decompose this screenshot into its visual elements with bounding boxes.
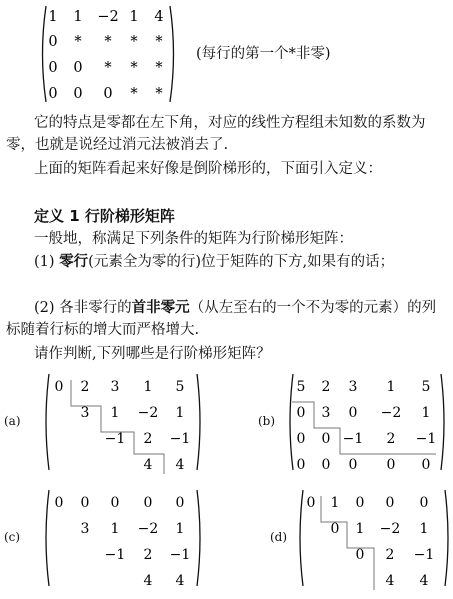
matrix-cell: 0 (54, 379, 64, 395)
condition-2-term: 首非零元 (131, 300, 190, 316)
matrix-cell: 3 (110, 379, 120, 395)
matrix-cell: 1 (143, 379, 153, 395)
matrix-cell: 4 (143, 457, 153, 473)
staircase-line (292, 402, 436, 454)
matrix-cell: * (155, 34, 163, 50)
matrix-cell: * (130, 86, 138, 102)
intro-note: (每行的第一个*非零) (196, 46, 331, 62)
matrix-cell: 1 (419, 521, 429, 537)
matrix-cell: 1 (110, 521, 120, 537)
right-paren (441, 374, 444, 470)
matrix-c-label: (c) (4, 530, 21, 544)
matrix-cell: 2 (143, 547, 153, 563)
matrix-cell: −1 (413, 547, 435, 563)
matrix-cell: 0 (321, 431, 331, 447)
left-paren (46, 490, 49, 586)
matrix-cell: 0 (348, 457, 358, 473)
matrix-d (296, 486, 452, 590)
matrix-cell: 2 (143, 431, 153, 447)
matrix-cell: 2 (386, 431, 396, 447)
matrix-c (42, 486, 204, 590)
matrix-cell: 3 (80, 521, 90, 537)
matrix-cell: 0 (110, 495, 120, 511)
condition-2-text: （从左至右的一个不为零的元素）的列标随着行标的增大而严格增大. (6, 300, 437, 338)
matrix-cell: 1 (386, 379, 396, 395)
matrix-cell: * (104, 60, 112, 76)
left-paren (290, 374, 293, 470)
matrix-cell: 4 (143, 573, 153, 589)
matrix-cell: 0 (421, 457, 431, 473)
matrix-cell: * (155, 60, 163, 76)
matrix-cell: 4 (154, 9, 164, 25)
matrix-cell: 0 (73, 86, 83, 102)
matrix-cell: 1 (73, 9, 83, 25)
matrix-cell: 0 (296, 431, 306, 447)
matrix-cell: −1 (169, 431, 191, 447)
matrix-cell: 4 (419, 573, 429, 589)
left-paren (300, 490, 303, 586)
condition-1-prefix: (1) (34, 254, 60, 270)
matrix-a (42, 370, 204, 474)
matrix-cell: 1 (110, 405, 120, 421)
matrix-cell: 1 (421, 405, 431, 421)
left-paren (46, 374, 49, 470)
paragraph-2: 上面的矩阵看起来好像是倒阶梯形的，下面引入定义： (34, 161, 382, 177)
matrix-cell: 1 (330, 495, 340, 511)
matrix-cell: 5 (296, 379, 306, 395)
matrix-b-label: (b) (258, 414, 276, 428)
matrix-cell: * (130, 60, 138, 76)
right-paren (445, 490, 448, 586)
definition-lead: 一般地，称满足下列条件的矩阵为行阶梯形矩阵： (34, 231, 353, 247)
matrix-cell: 0 (306, 495, 316, 511)
matrix-cell: 0 (80, 495, 90, 511)
matrix-cell: −2 (380, 405, 402, 421)
matrix-cell: 0 (54, 495, 64, 511)
matrix-cell: −2 (379, 521, 401, 537)
matrix-cell: 5 (421, 379, 431, 395)
staircase-line (321, 496, 374, 590)
matrix-cell: 0 (330, 521, 340, 537)
matrix-cell: 4 (385, 573, 395, 589)
condition-1-text: (元素全为零的行)位于矩阵的下方,如果有的话； (88, 254, 395, 270)
matrix-cell: −1 (104, 431, 126, 447)
matrix-b (286, 370, 448, 474)
condition-2 (6, 297, 446, 341)
right-paren (197, 374, 200, 470)
matrix-cell: 2 (321, 379, 331, 395)
matrix-cell: 1 (48, 9, 58, 25)
matrix-cell: 0 (48, 86, 58, 102)
right-paren (170, 6, 174, 102)
matrix-cell: 0 (419, 495, 429, 511)
matrix-cell: 3 (348, 379, 358, 395)
matrix-cell: 1 (175, 521, 185, 537)
matrix-d-label: (d) (270, 530, 288, 544)
matrix-cell: 4 (175, 457, 185, 473)
matrix-cell: 0 (103, 86, 113, 102)
matrix-cell: −2 (137, 521, 159, 537)
paragraph-1: 它的特点是零都在左下角，对应的线性方程组未知数的系数为零，也就是说经过消元法被消去了. (6, 115, 426, 153)
matrix-cell: 3 (321, 405, 331, 421)
matrix-cell: 0 (355, 547, 365, 563)
condition-1-term: 零行 (59, 254, 89, 270)
matrix-cell: −1 (415, 431, 437, 447)
matrix-cell: 0 (386, 457, 396, 473)
matrix-cell: 2 (80, 379, 90, 395)
right-paren (197, 490, 200, 586)
matrix-cell: 0 (48, 34, 58, 50)
matrix-cell: 0 (48, 60, 58, 76)
matrix-cell: 0 (348, 405, 358, 421)
matrix-cell: 0 (296, 405, 306, 421)
matrix-cell: −2 (137, 405, 159, 421)
matrix-cell: 2 (385, 547, 395, 563)
left-paren (43, 6, 47, 102)
matrix-cell: 0 (143, 495, 153, 511)
matrix-cell: −1 (169, 547, 191, 563)
question: 请作判断,下列哪些是行阶梯形矩阵？ (34, 346, 271, 362)
matrix-cell: −2 (97, 9, 119, 25)
matrix-cell: * (104, 34, 112, 50)
matrix-cell: 0 (175, 495, 185, 511)
matrix-a-label: (a) (4, 414, 21, 428)
matrix-cell: 0 (385, 495, 395, 511)
matrix-cell: 0 (296, 457, 306, 473)
matrix-cell: 5 (175, 379, 185, 395)
condition-1 (6, 251, 446, 273)
matrix-cell: −1 (104, 547, 126, 563)
matrix-cell: −1 (342, 431, 364, 447)
matrix-cell: 1 (129, 9, 139, 25)
matrix-cell: 3 (80, 405, 90, 421)
matrix-cell: 0 (355, 495, 365, 511)
matrix-cell: 0 (321, 457, 331, 473)
definition-title: 定义 1 行阶梯形矩阵 (34, 207, 175, 225)
matrix-cell: 4 (175, 573, 185, 589)
matrix-cell: 1 (355, 521, 365, 537)
matrix-cell: 1 (175, 405, 185, 421)
condition-2-prefix: (2) 各非零行的 (34, 300, 132, 316)
matrix-cell: * (74, 34, 82, 50)
matrix-cell: 0 (73, 60, 83, 76)
matrix-cell: * (130, 34, 138, 50)
matrix-cell: * (155, 86, 163, 102)
intro-matrix (38, 2, 178, 106)
